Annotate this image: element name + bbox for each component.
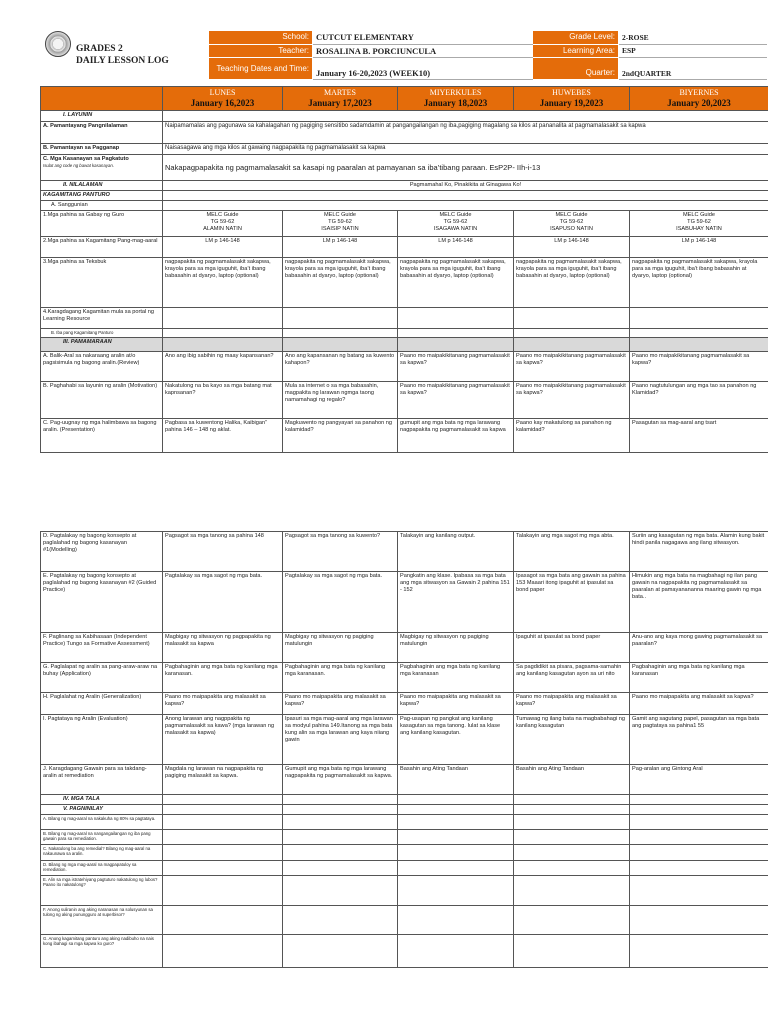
pagninilay-heading: V. PAGNINILAY bbox=[41, 805, 163, 815]
empty-cell bbox=[283, 935, 398, 968]
empty-cell bbox=[630, 906, 768, 935]
guided-practice-cell: Pangkatin ang klase. Ipabasa sa mga bata ang mga sitwasyon sa Gawain 2 pahina 151 - 152 bbox=[398, 572, 514, 633]
empty-cell bbox=[283, 805, 398, 815]
learning-resource-label: 4.Karagdagang Kagamitan mula sa portal ng Learning Resource bbox=[41, 308, 163, 329]
layunin-heading: I. LAYUNIN bbox=[41, 111, 163, 122]
empty-cell bbox=[398, 308, 514, 329]
motivation-label: B. Paghahabi sa layunin ng aralin (Motivation) bbox=[41, 381, 163, 418]
application-cell: Pagbahaginin ang mga bata ng kanilang mga karanasan bbox=[630, 663, 768, 693]
empty-cell bbox=[514, 308, 630, 329]
application-cell: Pagbahaginin ang mga bata ng kanilang mga karanasan. bbox=[163, 663, 283, 693]
header-info bbox=[208, 30, 767, 80]
empty-cell bbox=[163, 795, 283, 805]
kagamitang-mag-aaral-label: 2.Mga pahina sa Kagamitang Pang-mag-aaral bbox=[41, 237, 163, 258]
empty-cell bbox=[398, 795, 514, 805]
empty-cell bbox=[514, 329, 630, 337]
empty-cell bbox=[163, 815, 283, 830]
motivation-cell: Paano mo maipakikitanang pagmamalasakit sa kapwa? bbox=[398, 381, 514, 418]
presentation-cell: Pasagutan sa mag-aaral ang tsart bbox=[630, 418, 768, 452]
empty-cell bbox=[398, 906, 514, 935]
application-cell: Pagbahaginin ang mga bata ng kanilang mga karanasan bbox=[398, 663, 514, 693]
generalization-cell: Paano mo maipapakita ang malasakit sa kapwa? bbox=[514, 693, 630, 715]
empty-cell bbox=[514, 337, 630, 351]
remediation-cell: Basahin ang Ating Tandaan bbox=[514, 765, 630, 795]
presentation-cell: gumupit ang mga bata ng mga larawang nagpapakita ng pagmamalasakit sa kapwa bbox=[398, 418, 514, 452]
nilalaman-heading: II. NILALAMAN bbox=[41, 181, 163, 191]
evaluation-cell: Ipasuri sa mga mag-aaral ang mga larawan sa modyul pahina 149.Itanong sa mga bata kung alin sa mga larawan ang kaya niiang gawin bbox=[283, 715, 398, 765]
empty-cell bbox=[630, 935, 768, 968]
empty-cell bbox=[514, 815, 630, 830]
teksbuk-cell: nagpapakita ng pagmamalasakit sakapwa, krayola para sa mga iguguhit, iba’t ibang babasahin at dyaryo, laptop (optional) bbox=[283, 258, 398, 308]
empty-cell bbox=[163, 329, 283, 337]
guide-line: ISAGAWA NATIN bbox=[433, 226, 478, 233]
empty-cell bbox=[514, 861, 630, 876]
empty-cell bbox=[630, 329, 768, 337]
empty-cell bbox=[398, 830, 514, 845]
presentation-cell: Pagbasa sa kuwentong Halika, Kaibigan” pahina 146 – 148 ng aklat. bbox=[163, 418, 283, 452]
empty-cell bbox=[283, 845, 398, 861]
guided-practice-cell: Ipasagot sa mga bata ang gawain sa pahina 153 Maaari itong ipaguhit at ipasulat sa bond paper bbox=[514, 572, 630, 633]
empty-cell bbox=[283, 861, 398, 876]
evaluation-cell: Pag-usapan ng pangkat ang kanilang kasagutan sa mga tanong. Iulat sa klase ang kanilang kasagutan. bbox=[398, 715, 514, 765]
motivation-cell: Mula sa internet o sa mga babasahin, magpakita ng larawan ngmga taong namamahagi ng regalo? bbox=[283, 381, 398, 418]
pagninilay-item: G. Anong kagamitang panturo ang aking nadibuho na nais kong ibahagi sa mga kapwa ko guro? bbox=[41, 935, 163, 968]
independent-practice-cell: Magbigay ng sitwasyon ng pagpapakita ng malasakit sa kapwa bbox=[163, 633, 283, 663]
guided-practice-cell: Himukin ang mga bata na magbahagi ng ilan pang gawain na nagpapakita ng pagmamalasakit sa paaralan at pamayanananna maaring gawin ng mga bata.. bbox=[630, 572, 768, 633]
review-cell: Paano mo maipakikitanang pagmamalasakit sa kapwa? bbox=[630, 351, 768, 381]
empty-cell bbox=[398, 845, 514, 861]
dates-label: Teaching Dates and Time: bbox=[209, 58, 313, 80]
mga-tala-heading: IV. MGA TALA bbox=[41, 795, 163, 805]
empty-cell bbox=[163, 111, 768, 122]
empty-cell bbox=[630, 308, 768, 329]
empty-cell bbox=[163, 805, 283, 815]
empty-cell bbox=[398, 935, 514, 968]
day-biyernes bbox=[630, 87, 768, 111]
empty-cell bbox=[398, 337, 514, 351]
presentation-cell: Paano kay makatulong sa panahon ng kalamidad? bbox=[514, 418, 630, 452]
day-miyerkules bbox=[398, 87, 514, 111]
evaluation-cell: Gamit ang sagutang papel, pasagutan sa mga bata ang pagtataya sa pahina1 55 bbox=[630, 715, 768, 765]
iba-pang-kagamitan-label: B. Iba pang Kagamitang Panturo bbox=[41, 329, 163, 337]
empty-cell bbox=[163, 201, 768, 211]
empty-cell bbox=[630, 805, 768, 815]
pagninilay-item: A. Bilang ng mag-aaral na nakakuha ng 80% sa pagtataya. bbox=[41, 815, 163, 830]
grade-value: 2-ROSE bbox=[619, 31, 767, 45]
independent-practice-label: F. Paglinang sa Kabihasaan (Independent Practice) Tungo sa Formative Assessment) bbox=[41, 633, 163, 663]
empty-cell bbox=[283, 308, 398, 329]
empty-cell bbox=[630, 830, 768, 845]
modelling-label: D. Pagtalakay ng bagong konsepto at paglalahad ng bagong kasanayan #1(Modelling) bbox=[41, 532, 163, 572]
empty-cell bbox=[630, 795, 768, 805]
generalization-cell: Paano mo maipapakita ang malasakit sa kapwa? bbox=[283, 693, 398, 715]
pagninilay-item: F. Anong suliranin ang aking naranasan na solusyunan sa tulong ng aking punungguro at superbisor? bbox=[41, 906, 163, 935]
empty-cell bbox=[163, 308, 283, 329]
generalization-cell: Paano mo maipapakita ang malasakit sa kapwa? bbox=[163, 693, 283, 715]
day-name: MIYERKULES bbox=[429, 88, 482, 97]
day-name: LUNES bbox=[209, 88, 236, 97]
day-date: January 16,2023 bbox=[190, 98, 255, 108]
independent-practice-cell: Magbigay ng sitwasyon ng pagiging matulungin bbox=[283, 633, 398, 663]
guide-line: MELC Guide bbox=[555, 212, 588, 219]
day-date: January 18,2023 bbox=[423, 98, 488, 108]
gabay-guro-cell bbox=[398, 211, 514, 237]
empty-cell bbox=[514, 805, 630, 815]
guide-line: ISAPUSO NATIN bbox=[550, 226, 593, 233]
evaluation-cell: Anong larawan ang nagppakita ng pagmamalasakit sa kawa? (mga larawan ng malasakit sa kapwa) bbox=[163, 715, 283, 765]
area-value: ESP bbox=[619, 44, 767, 58]
guided-practice-label: E. Pagtalakay ng bagong konsepto at paglalahad ng bagong kasanayan #2 (Guided Practice) bbox=[41, 572, 163, 633]
review-cell: Ano ang kapansanan ng batang sa kuwento kahapon? bbox=[283, 351, 398, 381]
empty-cell bbox=[398, 329, 514, 337]
remediation-cell: Magdala ng larawan na nagpapakita ng pagiging malasakit sa kapwa. bbox=[163, 765, 283, 795]
empty-cell bbox=[163, 337, 283, 351]
guide-line: TG 59-62 bbox=[687, 219, 711, 226]
empty-cell bbox=[630, 845, 768, 861]
gabay-guro-cell bbox=[163, 211, 283, 237]
empty-cell bbox=[283, 795, 398, 805]
gabay-guro-label: 1.Mga pahina sa Gabay ng Guro bbox=[41, 211, 163, 237]
guide-line: ISAISIP NATIN bbox=[321, 226, 359, 233]
pamantayan-pagganap-text: Naisasagawa ang mga kilos at gawaing nagpapakita ng pagmamalasakit sa kapwa bbox=[163, 144, 768, 155]
presentation-cell: Magkuwento ng pangyayari sa panahon ng kalamidad? bbox=[283, 418, 398, 452]
modelling-cell: Pagsagot sa mga tanong sa kuwento? bbox=[283, 532, 398, 572]
lm-pages: LM p 146-148 bbox=[163, 237, 283, 258]
empty-cell bbox=[163, 906, 283, 935]
evaluation-cell: Tumawag ng ilang bata na magbabahagi ng kanilang kasagutan bbox=[514, 715, 630, 765]
title-line-1: GRADES 2 bbox=[76, 44, 123, 54]
teksbuk-label: 3.Mga pahina sa Teksbuk bbox=[41, 258, 163, 308]
motivation-cell: Paano nagtutulungan ang mga tao sa panahon ng Klamidad? bbox=[630, 381, 768, 418]
teksbuk-cell: nagpapakita ng pagmamalasakit sakapwa, krayola para sa mga iguguhit, iba’t ibang babasahin at dyaryo, laptop (optional) bbox=[163, 258, 283, 308]
teksbuk-cell: nagpapakita ng pagmamalasakit sakapwa, krayola para sa mga iguguhit, iba’t ibang babasahin at dyaryo, laptop (optional) bbox=[514, 258, 630, 308]
pamantayang-pangnilalaman-text: Naipamamalas ang pagunawa sa kahalagahan ng pagiging sensitibo sadamdamin at pangangailangan ng iba,pagiging magalang sa kilos at pananalita at pagmamalasakit sa kapwa bbox=[163, 122, 768, 144]
empty-cell bbox=[163, 861, 283, 876]
independent-practice-cell: Ipaguhit at ipasulat sa bond paper bbox=[514, 633, 630, 663]
day-martes bbox=[283, 87, 398, 111]
empty-cell bbox=[514, 935, 630, 968]
empty-cell bbox=[398, 861, 514, 876]
day-name: BIYERNES bbox=[679, 88, 719, 97]
review-cell: Paano mo maipakikitanang pagmamalasakit sa kapwa? bbox=[514, 351, 630, 381]
kasanayan-text: Nakapagpapakita ng pagmamalasakit sa kasapi ng paaralan at pamayanan sa iba’tibang paraan. EsP2P- IIh-i-13 bbox=[163, 155, 768, 181]
motivation-cell: Paano mo maipakikitanang pagmamalasakit sa kapwa? bbox=[514, 381, 630, 418]
quarter-label: Quarter: bbox=[533, 58, 619, 80]
empty-cell bbox=[630, 861, 768, 876]
gabay-guro-cell bbox=[283, 211, 398, 237]
generalization-cell: Paano mo maipapakita ang malasakit sa kapwa? bbox=[630, 693, 768, 715]
school-label: School: bbox=[209, 31, 313, 45]
guide-line: MELC Guide bbox=[682, 212, 716, 219]
empty-cell bbox=[398, 876, 514, 906]
empty-cell bbox=[630, 876, 768, 906]
dates-value: January 16-20,2023 (WEEK10) bbox=[313, 58, 533, 80]
pamantayang-pangnilalaman-label: A. Pamantayang Pangnilalaman bbox=[41, 122, 163, 144]
guide-line: TG 59-62 bbox=[443, 219, 468, 226]
guide-line: TG 59-62 bbox=[559, 219, 584, 226]
empty-cell bbox=[283, 830, 398, 845]
empty-cell bbox=[163, 830, 283, 845]
application-cell: Sa pagdidikit sa pisara, pagsama-samahin ang kanilang kasagutan ayon sa uri nito bbox=[514, 663, 630, 693]
title-line-2: DAILY LESSON LOG bbox=[76, 55, 169, 66]
guide-line: MELC Guide bbox=[206, 212, 239, 219]
lm-pages: LM p 146-148 bbox=[514, 237, 630, 258]
lesson-table-top bbox=[40, 86, 768, 453]
deped-seal-logo bbox=[45, 31, 71, 57]
pagninilay-item: D. Bilang ng mga mag-aaral na magpapatuloy sa remediation. bbox=[41, 861, 163, 876]
review-label: A. Balik-Aral sa nakaraang aralin at/o pagsisimula ng bagong aralin.(Review) bbox=[41, 351, 163, 381]
kasanayan-label: C. Mga Kasanayan sa Pagkatuto bbox=[43, 156, 129, 163]
sanggunian-label: A. Sanggunian bbox=[41, 201, 163, 211]
teacher-label: Teacher: bbox=[209, 44, 313, 58]
empty-cell bbox=[283, 815, 398, 830]
evaluation-label: I. Pagtataya ng Aralin (Evaluation) bbox=[41, 715, 163, 765]
guide-line: TG 59-62 bbox=[210, 219, 235, 226]
empty-cell bbox=[630, 815, 768, 830]
kagamitan-heading: KAGAMITANG PANTURO bbox=[41, 191, 163, 201]
day-huwebes bbox=[514, 87, 630, 111]
guide-line: MELC Guide bbox=[323, 212, 357, 219]
lm-pages: LM p 146-148 bbox=[283, 237, 398, 258]
empty-cell bbox=[398, 815, 514, 830]
pagninilay-item: E. Alin sa mga istratehiyang pagtuturo nakatulong ng lubos? Paano ito nakatulong? bbox=[41, 876, 163, 906]
empty-cell bbox=[163, 876, 283, 906]
empty-cell bbox=[630, 337, 768, 351]
pamamaraan-heading: III. PAMAMARAAN bbox=[41, 337, 163, 351]
modelling-cell: Suriin ang kasagutan ng mga bata. Alamin kung bakit hindi panila nagagawa ang ilang sitwasyon. bbox=[630, 532, 768, 572]
lesson-table-bottom bbox=[40, 531, 768, 968]
day-lunes bbox=[163, 87, 283, 111]
empty-cell bbox=[514, 830, 630, 845]
review-cell: Paano mo maipakikitanang pagmamalasakit sa kapwa? bbox=[398, 351, 514, 381]
kasanayan-sub: Isulat ang code ng bawat kasanayan. bbox=[43, 163, 114, 169]
remediation-label: J. Karagdagang Gawain para sa takdang-aralin at remediation bbox=[41, 765, 163, 795]
modelling-cell: Talakayin ang kanilang output. bbox=[398, 532, 514, 572]
gabay-guro-cell bbox=[630, 211, 768, 237]
empty-cell bbox=[163, 935, 283, 968]
remediation-cell: Gumupit ang mga bata ng mga larawang nagpapakita ng pagmamalasakit sa kapwa. bbox=[283, 765, 398, 795]
area-label: Learning Area: bbox=[533, 44, 619, 58]
lm-pages: LM p 146-148 bbox=[398, 237, 514, 258]
remediation-cell: Pag-aralan ang Gintong Aral bbox=[630, 765, 768, 795]
quarter-value: 2ndQUARTER bbox=[619, 58, 767, 80]
empty-cell bbox=[514, 845, 630, 861]
remediation-cell: Basahin ang Ating Tandaan bbox=[398, 765, 514, 795]
gabay-guro-cell bbox=[514, 211, 630, 237]
day-date: January 19,2023 bbox=[539, 98, 604, 108]
teksbuk-cell: nagpapakita ng pagmamalasakit sakapwa, krayola para sa mga iguguhit, iba’t ibang babasahin at dyaryo, laptop (optional) bbox=[398, 258, 514, 308]
guided-practice-cell: Pagtalakay sa mga sagot ng mga bata. bbox=[163, 572, 283, 633]
independent-practice-cell: Anu-ano ang kaya mong gawing pagmamalasakit sa paaralan? bbox=[630, 633, 768, 663]
school-value: CUTCUT ELEMENTARY bbox=[313, 31, 533, 45]
empty-cell bbox=[514, 906, 630, 935]
grade-label: Grade Level: bbox=[533, 31, 619, 45]
empty-cell bbox=[283, 337, 398, 351]
presentation-label: C. Pag-uugnay ng mga halimbawa sa bagong aralin. (Presentation) bbox=[41, 418, 163, 452]
empty-cell bbox=[163, 191, 768, 201]
guided-practice-cell: Pagtalakay sa mga sagot ng mga bata. bbox=[283, 572, 398, 633]
pagninilay-item: B. Bilang ng mag-aaral na nangangailangan ng iba pang gawain para sa remediation. bbox=[41, 830, 163, 845]
pamantayan-pagganap-label: B. Pamantayan sa Pagganap bbox=[41, 144, 163, 155]
guide-line: TG 59-62 bbox=[328, 219, 352, 226]
empty-cell bbox=[283, 906, 398, 935]
lm-pages: LM p 146-148 bbox=[630, 237, 768, 258]
generalization-cell: Paano mo maipapakita ang malasakit sa kapwa? bbox=[398, 693, 514, 715]
nilalaman-text: Pagmamahal Ko, Pinakikita at Ginagawa Ko! bbox=[163, 181, 768, 191]
generalization-label: H. Paglalahat ng Aralin (Generalization) bbox=[41, 693, 163, 715]
modelling-cell: Pagsagot sa mga tanong sa pahina 148 bbox=[163, 532, 283, 572]
empty-cell bbox=[398, 805, 514, 815]
day-name: MARTES bbox=[324, 88, 356, 97]
day-name: HUWEBES bbox=[552, 88, 591, 97]
empty-cell bbox=[283, 876, 398, 906]
kasanayan-label-cell bbox=[41, 155, 163, 181]
motivation-cell: Nakatulong na ba kayo sa mga batang mat kapnsanan? bbox=[163, 381, 283, 418]
independent-practice-cell: Magbigay ng sitwasyon ng pagiging matulungin bbox=[398, 633, 514, 663]
guide-line: MELC Guide bbox=[439, 212, 472, 219]
application-label: G. Paglalapat ng aralin sa pang-araw-araw na buhay (Application) bbox=[41, 663, 163, 693]
day-date: January 20,2023 bbox=[667, 98, 731, 108]
log-title bbox=[76, 44, 169, 68]
pagninilay-item: C. Nakatulong ba ang remedial? Bilang ng mag-aaral na nakaunawa sa aralin. bbox=[41, 845, 163, 861]
guide-line: ALAMIN NATIN bbox=[203, 226, 242, 233]
teksbuk-cell: nagpapakita ng pagmamalasakit sakapwa, krayola para sa mga iguguhit, iba’t ibang babasahin at dyaryo, laptop (optional) bbox=[630, 258, 768, 308]
day-date: January 17,2023 bbox=[308, 98, 372, 108]
empty-cell bbox=[514, 876, 630, 906]
empty-cell bbox=[163, 845, 283, 861]
empty-cell bbox=[283, 329, 398, 337]
corner-cell bbox=[41, 87, 163, 111]
empty-cell bbox=[514, 795, 630, 805]
application-cell: Pagbahaginin ang mga bata ng kanilang mga karanasan. bbox=[283, 663, 398, 693]
teacher-value: ROSALINA B. PORCIUNCULA bbox=[313, 44, 533, 58]
modelling-cell: Talakayin ang mga sagot mg mga abta. bbox=[514, 532, 630, 572]
review-cell: Ano ang ibig sabihin ng maay kapansanan? bbox=[163, 351, 283, 381]
guide-line: ISABUHAY NATIN bbox=[676, 226, 722, 233]
